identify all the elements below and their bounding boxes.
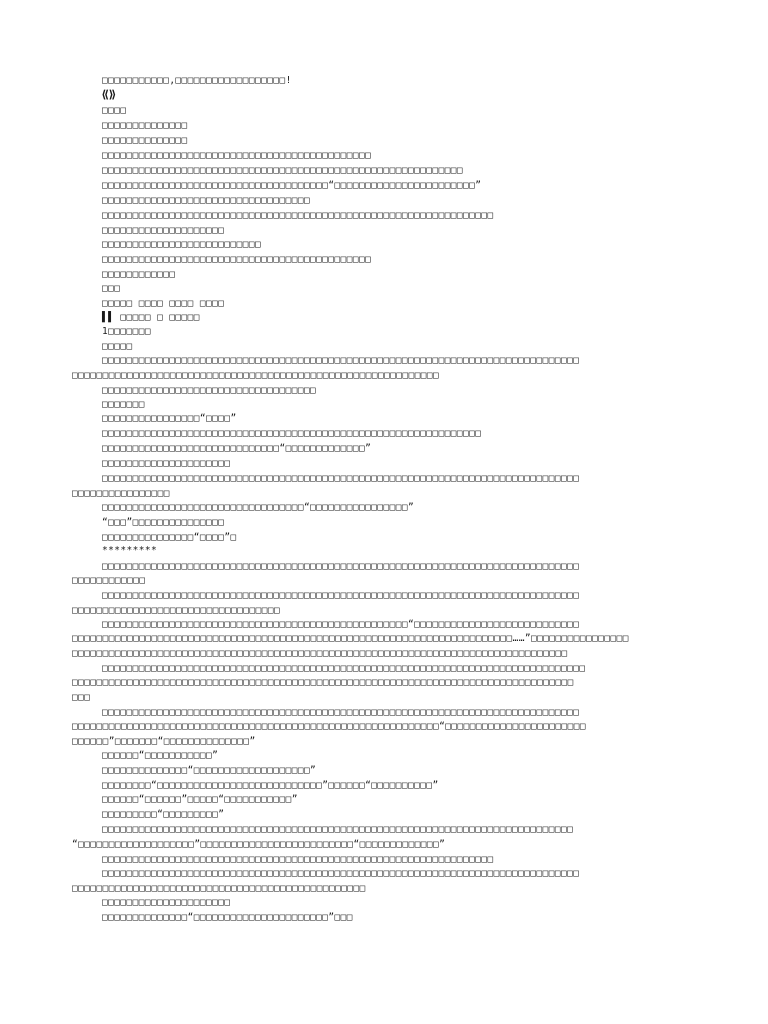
- text-line: □□□□□□□□□□□□□□□□□□□□□□□□□□□□□□□□□□□□□□□□□□□□□□□□□□□□□□□□□□□□□□□□□□□□□□□□□□□□□□□□□□: [72, 677, 574, 688]
- text-line: □□□□□□□□□“□□□□□□□□□”: [102, 809, 225, 820]
- text-line: □□□□□□□□□□□□□□□□□□□□□□□□□□□□□“□□□□□□□□□□□□□”: [102, 443, 372, 454]
- text-line: □□□□□□□□□□□□□□□□□□□□□□□□□□□□□□□□□□□□□□□□□□□□□□□□□□□□□□□□□□□□□□□□□□□□□□□□□□□□□□□□□: [72, 648, 568, 659]
- text-line: □□□□□□□□□□□□□□□□□□□□□□□□□□□□□□□□□□□□□□□□□□□□□□□□□□□□□□□□□□□□□□: [102, 428, 482, 439]
- text-line: □□□□□□□□□□□□□□□□□□□□□□□□□□□□□□□□□□□□□□□□□□□□□□□□□□□□□□□□□□□□□□□□□□□□□□□□□□□□□□: [102, 561, 580, 572]
- text-line: □□□□□□□□□□□□□□□□□□□□: [102, 225, 225, 236]
- text-line: 1□□□□□□□: [102, 326, 151, 337]
- text-line: □□□□: [102, 105, 127, 116]
- text-line: □□□□□□□□□□□□□□: [102, 135, 188, 146]
- text-line: □□□□□□□□□□□□□□“□□□□□□□□□□□□□□□□□□□□□□”□□□: [102, 912, 353, 923]
- text-line: □□□□□□□□□□□□□□□□□□□□□□□□□□□□□□□□□“□□□□□□□□□□□□□□□□”: [102, 502, 415, 513]
- text-line: □□□□□□□□□□□□: [72, 575, 146, 586]
- text-line: □□□□□□□□□□□□□□□“□□□□”□: [102, 532, 237, 543]
- text-line: □□□□□□□□□□□□□□□□□□□□□□□□□□□□□□□□□□□□□□□□□□□□□□□□□□□□□□□□□□□□□□□□□□□□□□□□……”□□□□□□□□□□□□□□□□: [72, 633, 629, 644]
- text-line: □□□□□□□□□□□□□□□□□□□□□□□□□□□□□□□□□□□□□□□□□□□□□□□□□□□□□□□□□□□□□□□□: [102, 210, 494, 221]
- text-line: □□□□□□□□□□□□□□: [102, 120, 188, 131]
- text-line: □□□□□: [102, 341, 133, 352]
- text-line: □□□□□□□: [102, 399, 145, 410]
- text-line: □□□□□ □□□□ □□□□ □□□□: [102, 298, 225, 309]
- text-line: □□□□□□“□□□□□□□□□□□”: [102, 750, 219, 761]
- text-line: □□□□□□□□□□□□□□□□□□□□□: [102, 897, 231, 908]
- text-line: □□□□□□□□□□□,□□□□□□□□□□□□□□□□□□!: [102, 75, 292, 86]
- text-line: □□□□□□□□□□□□□□□□□□□□□□□□□□□□□□□□□□□□□□□□□□□□□□□□□□“□□□□□□□□□□□□□□□□□□□□□□□□□□□: [102, 619, 580, 630]
- text-line: □□□□□□□□□□□□: [102, 269, 176, 280]
- text-line: □□□□□□□□□□□□□□□□□□□□□□□□□□: [102, 239, 262, 250]
- text-line: *********: [102, 545, 158, 556]
- text-line: □□□□□□□□□□□□□□□□□□□□□□□□□□□□□□□□□□□□□□□□□□□□□□□□□□□□□□□□□□□□□□□□□□□□□□□□□□□□□□: [102, 473, 580, 484]
- text-line: □□□□□□□□□□□□□□□□□□□□□□□□□□□□□□□□□□□□□□□□□□□□□□□□□□□□□□□□□□□□□□□□□□□□□□□□□□□□□□: [102, 868, 580, 879]
- text-line: □□□□□□□□□□□□□□□□□□□□□□□□□□□□□□□□□□□□□□□□□□□□□□□□□□□□□□□□□□□□□□□□□□□□□□□□□□□□□□: [102, 590, 580, 601]
- text-line: □□□□□□□□□□□□□□□□□□□□□□□□□□□□□□□□□□: [102, 195, 311, 206]
- text-line: □□□□□□□□□□□□□□□□□□□□□□□□□□□□□□□□□□□□□□□□□□□□□□□□: [72, 883, 366, 894]
- text-line: □□□□□□“□□□□□□”□□□□□“□□□□□□□□□□□”: [102, 794, 298, 805]
- text-line: □□□□□□□□□□□□□□□□□□□□□□□□□□□□□□□□□□□□□“□□□□□□□□□□□□□□□□□□□□□□□”: [102, 180, 482, 191]
- text-line: □□□□□□□□□□□□□□□□□□□□□□□□□□□□□□□□□□□□□□□□□□□□: [102, 254, 372, 265]
- text-line: □□□□□□□□□□□□□□□□□□□□□□□□□□□□□□□□□□□□□□□□□□□□□□□□□□□□□□□□□□□□□□□□□□□□□□□□□□□□□: [102, 824, 574, 835]
- text-line: □□□□□□□□□□□□□□□□□□□□□□□□□□□□□□□□□□□□□□□□□□□□□□□□□□□□□□□□□□□□□□□□□□□□□□□□□□□□□□: [102, 355, 580, 366]
- text-line: ▌▌ □□□□□ □ □□□□□: [102, 312, 200, 323]
- text-line: □□□: [102, 283, 121, 294]
- text-line: □□□□□□□□□□□□□□□□: [72, 488, 170, 499]
- text-line: □□□: [72, 692, 91, 703]
- text-line: □□□□□□□□□□□□□□□□□□□□□□□□□□□□□□□□□□: [72, 605, 281, 616]
- text-line: □□□□□□□□□□□□□□□□□□□□□□□□□□□□□□□□□□□□□□□□□□□□□□□□□□□□□□□□□□□□□□□□: [102, 854, 494, 865]
- text-line: □□□□□□□□□□□□□□□□□□□□□□□□□□□□□□□□□□□□□□□□□□□□□□□□□□□□□□□□□□□□□□□□□□□□□□□□□□□□□□: [102, 707, 580, 718]
- text-line: □□□□□□□□□□□□□□□□□□□□□□□□□□□□□□□□□□□□□□□□□□□□□□□□□□□□□□□□□□□: [102, 165, 464, 176]
- text-line: □□□□□□□□□□□□□□□□□□□□□: [102, 458, 231, 469]
- text-line: “□□□□□□□□□□□□□□□□□□□”□□□□□□□□□□□□□□□□□□□□□□□□□“□□□□□□□□□□□□□”: [72, 839, 446, 850]
- text-line: □□□□□□□□□□□□□□“□□□□□□□□□□□□□□□□□□□”: [102, 765, 317, 776]
- text-line: □□□□□□”□□□□□□□“□□□□□□□□□□□□□□”: [72, 736, 256, 747]
- text-line: □□□□□□□□□□□□□□□□□□□□□□□□□□□□□□□□□□□□□□□□□□□□: [102, 150, 372, 161]
- text-line: □□□□□□□□□□□□□□□□□□□□□□□□□□□□□□□□□□□□□□□□□□□□□□□□□□□□□□□□□□□□: [72, 370, 440, 381]
- ornament-icon: ⟪⟫: [102, 88, 117, 101]
- text-line: □□□□□□□□□□□□□□□□“□□□□”: [102, 413, 237, 424]
- text-line: □□□□□□□□□□□□□□□□□□□□□□□□□□□□□□□□□□□□□□□□□□□□□□□□□□□□□□□□□□□□“□□□□□□□□□□□□□□□□□□□□□□□: [72, 721, 587, 732]
- text-line: □□□□□□□□□□□□□□□□□□□□□□□□□□□□□□□□□□□□□□□□□□□□□□□□□□□□□□□□□□□□□□□□□□□□□□□□□□□□□□□: [102, 663, 586, 674]
- text-line: “□□□”□□□□□□□□□□□□□□□: [102, 517, 225, 528]
- text-line: □□□□□□□□□□□□□□□□□□□□□□□□□□□□□□□□□□□: [102, 385, 317, 396]
- text-line: □□□□□□□□“□□□□□□□□□□□□□□□□□□□□□□□□□□□”□□□□□□“□□□□□□□□□□”: [102, 780, 439, 791]
